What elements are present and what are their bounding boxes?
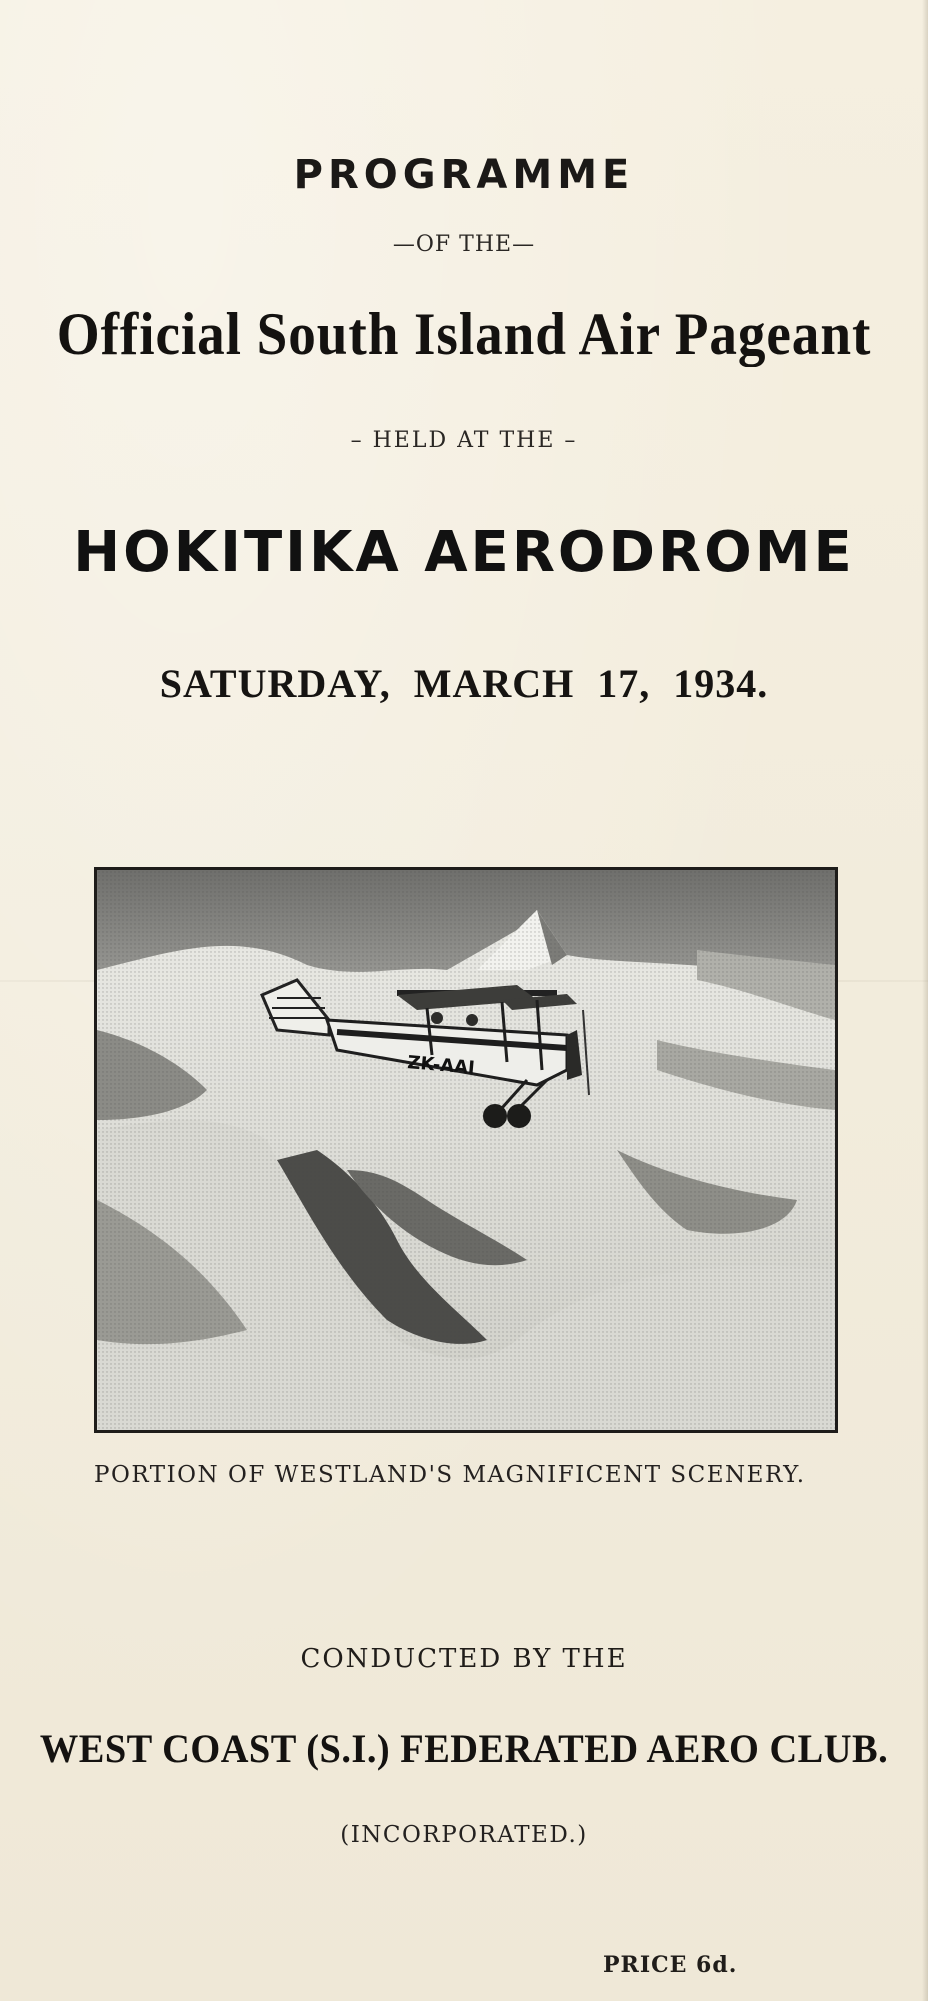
photo-caption: PORTION OF WESTLAND'S MAGNIFICENT SCENERY. bbox=[94, 1462, 806, 1488]
aircraft-registration: ZK-AAI bbox=[406, 1052, 476, 1079]
price-label: PRICE 6d. bbox=[603, 1952, 738, 1978]
scenery-photo bbox=[94, 867, 838, 1433]
venue-title: HOKITIKA AERODROME bbox=[73, 520, 855, 585]
of-the-label: —OF THE— bbox=[392, 232, 536, 257]
conducted-by-label: CONDUCTED BY THE bbox=[300, 1644, 628, 1674]
biplane-over-mountains-illustration bbox=[97, 870, 835, 1430]
held-at-label: – HELD AT THE – bbox=[350, 428, 578, 453]
event-title: Official South Island Air Pageant bbox=[56, 301, 872, 367]
event-date: SATURDAY, MARCH 17, 1934. bbox=[159, 661, 769, 706]
incorporated-label: (INCORPORATED.) bbox=[340, 1822, 588, 1848]
programme-heading: PROGRAMME bbox=[293, 152, 635, 198]
paper-edge-shadow bbox=[922, 0, 928, 2001]
club-name: WEST COAST (S.I.) FEDERATED AERO CLUB. bbox=[39, 1726, 889, 1771]
